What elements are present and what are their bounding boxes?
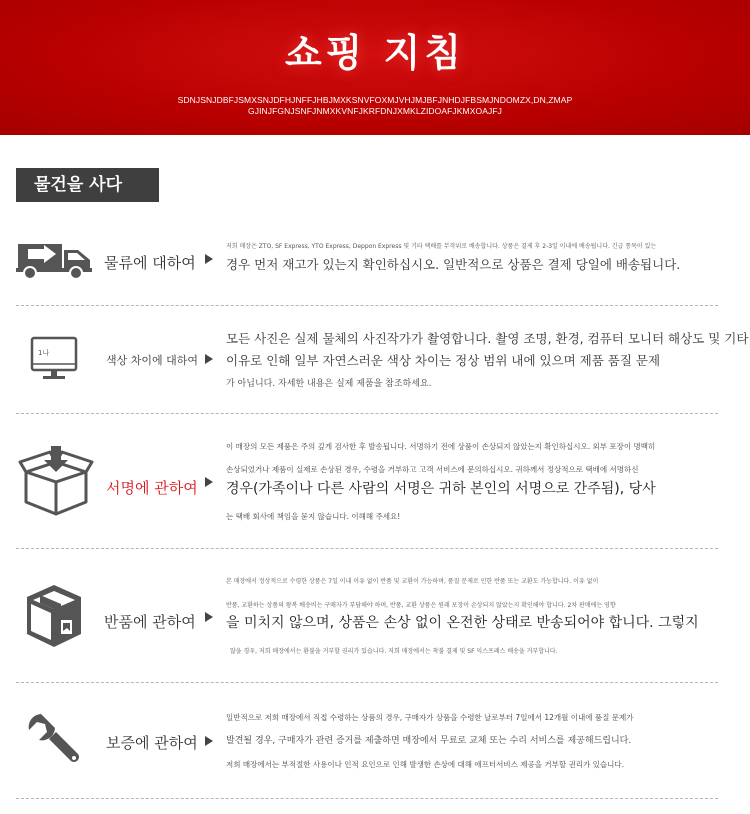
arrow-icon [205,354,213,364]
row-text: 을 미치지 않으며, 상품은 손상 없이 온전한 상태로 반송되어야 합니다. 그렇지 [226,615,699,631]
divider [16,305,718,306]
divider [16,798,718,799]
arrow-icon [205,254,213,264]
row-label-signature: 서명에 관하여 [106,479,198,497]
row-text: 경우(가족이나 다른 사람의 서명은 귀하 본인의 서명으로 간주됨), 당사 [226,481,656,497]
monitor-text: 1나 [38,349,50,357]
row-text: 모든 사진은 실제 물체의 사진작가가 촬영합니다. 촬영 조명, 환경, 컴퓨터 모니터 해상도 및 기타 [226,331,749,346]
arrow-icon [205,612,213,622]
divider [16,413,718,414]
row-text: 반품, 교환하는 상품의 왕복 배송비는 구매자가 부담해야 하며, 반품, 교환 상품은 원래 포장이 손상되지 않았는지 확인해야 합니다. 2차 판매에는 영향 [226,602,616,609]
row-text: 저희 매장은 ZTO, SF Express, YTO Express, Deppon Express 및 기타 택배를 무작위로 배송합니다. 상품은 결제 후 2-3일 이내에 배송됩니다. 긴급 통목이 있는 [226,243,657,250]
row-text: 발견될 경우, 구매자가 관련 증거를 제출하면 매장에서 무료로 교체 또는 수리 서비스를 제공해드립니다. [226,736,632,746]
row-text: 이 매장의 모든 제품은 주의 깊게 검사한 후 발송됩니다. 서명하기 전에 상품이 손상되지 않았는지 확인하십시오. 외부 포장이 명백히 [226,442,656,451]
row-text: 본 매장에서 정상적으로 수령한 상품은 7일 이내 이유 없이 반품 및 교환이 가능하며, 품질 문제로 인한 반품 또는 교환도 가능합니다. 이유 없이 [226,578,599,585]
row-text: 손상되었거나 제품이 실제로 손상된 경우, 수령을 거부하고 고객 서비스에 문의하십시오. 귀하께서 정상적으로 택배에 서명하신 [226,465,639,474]
truck-icon [16,240,94,280]
row-text: 는 택배 회사에 책임을 묻지 않습니다. 이해해 주세요! [226,512,401,521]
section-label: 물건을 사다 [16,168,159,202]
monitor-icon [29,336,79,384]
banner-code-line-2: GJINJFGNJSNFJNMXKVNFJKRFDNJXMKLZIDOAFJKMXOAJFJ [248,106,502,116]
row-text: 저희 매장에서는 부적절한 사용이나 인적 요인으로 인해 발생한 손상에 대해 애프터서비스 제공을 거부할 권리가 있습니다. [226,760,625,769]
package-return-icon [24,582,84,650]
box-download-icon [18,444,94,516]
wrench-icon [27,712,83,768]
arrow-icon [205,736,213,746]
row-text: 가 아닙니다. 자세한 내용은 실제 제품을 참조하세요. [226,379,432,389]
row-text: 않을 경우, 저희 매장에서는 환불을 거부할 권리가 있습니다. 저희 매장에서는 착불 결제 및 SF 익스프레스 배송을 거부합니다. [230,648,558,655]
row-label-returns: 반품에 관하여 [104,613,196,631]
row-text: 일반적으로 저희 매장에서 직접 수령하는 상품의 경우, 구매자가 상품을 수령한 날로부터 7일에서 12개월 이내에 품질 문제가 [226,713,634,722]
row-label-color: 색상 차이에 대하여 [106,354,199,367]
row-label-logistics: 물류에 대하여 [104,254,196,272]
divider [16,548,718,549]
arrow-icon [205,477,213,487]
row-label-warranty: 보증에 관하여 [106,734,198,752]
banner-code-line-1: SDNJSNJDBFJSMXSNJDFHJNFFJHBJMXKSNVFOXMJVHJMJBFJNHDJFBSMJNDOMZX,DN,ZMAP [177,95,573,105]
divider [16,682,718,683]
row-text: 이유로 인해 일부 자연스러운 색상 차이는 정상 범위 내에 있으며 제품 품질 문제 [226,353,661,368]
page-title: 쇼핑 지침 [284,31,466,75]
banner [0,0,750,135]
row-text: 경우 먼저 재고가 있는지 확인하십시오. 일반적으로 상품은 결제 당일에 배송됩니다. [226,257,681,272]
